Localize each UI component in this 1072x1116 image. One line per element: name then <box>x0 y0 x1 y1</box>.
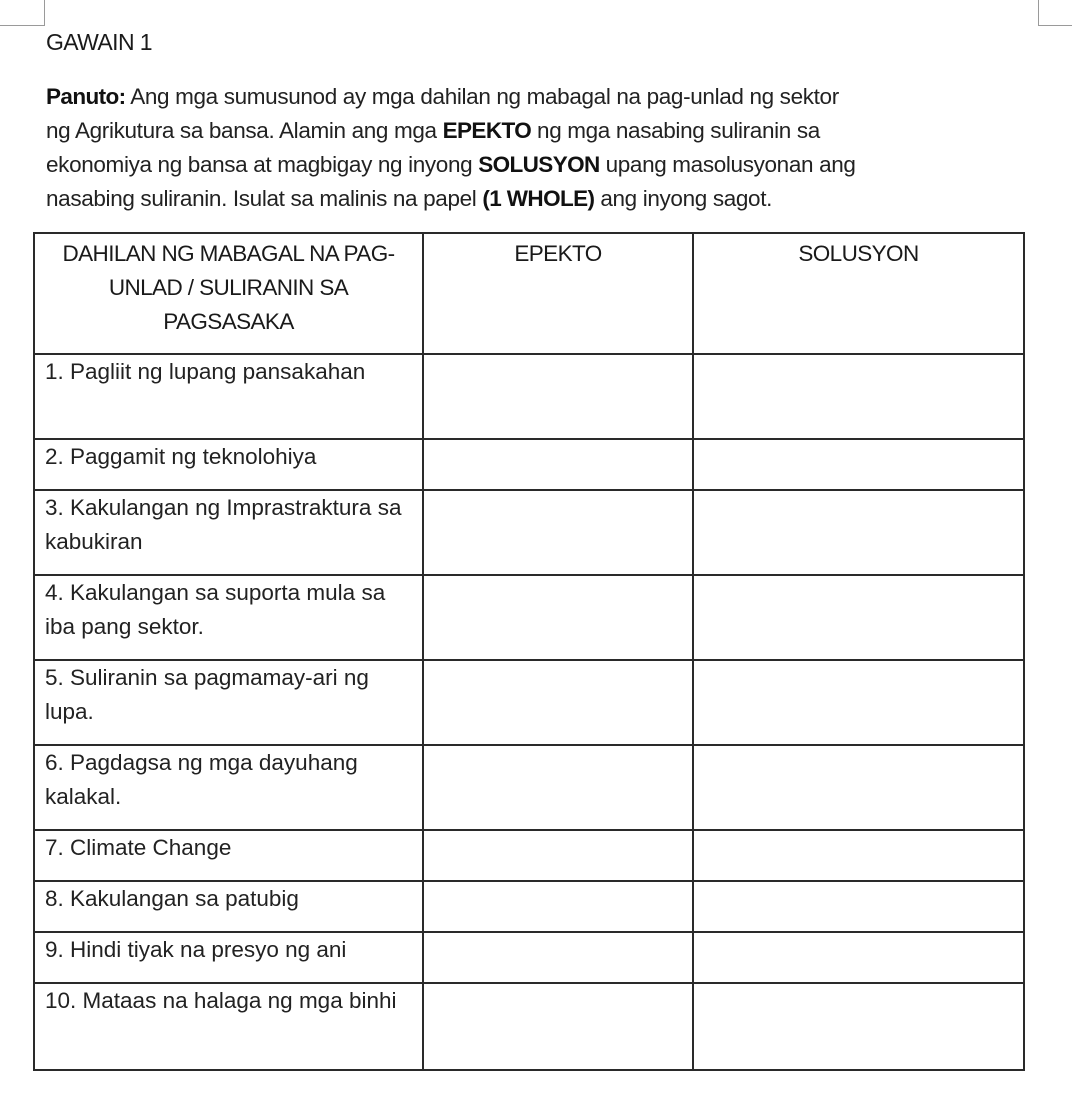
table-row <box>34 983 1024 1070</box>
epekto-cell <box>423 983 693 1070</box>
reason-cell: 9. Hindi tiyak na presyo ng ani <box>34 932 423 983</box>
instructions-text: Ang mga sumusunod ay mga dahilan ng mabagal na pag-unlad ng sektor <box>125 84 839 109</box>
epekto-cell <box>423 660 693 745</box>
solusyon-cell <box>693 354 1024 439</box>
header-solusyon: SOLUSYON <box>693 233 1024 354</box>
table-row <box>34 932 1024 983</box>
solusyon-cell <box>693 439 1024 490</box>
reason-cell: 2. Paggamit ng teknolohiya <box>34 439 423 490</box>
solusyon-cell <box>693 575 1024 660</box>
emphasis-paper-size: (1 WHOLE) <box>482 186 595 211</box>
instructions-line <box>46 148 1026 182</box>
emphasis-epekto: EPEKTO <box>442 118 532 143</box>
instructions-text: ng Agrikutura sa bansa. Alamin ang mga <box>46 118 443 143</box>
epekto-cell <box>423 490 693 575</box>
instructions-text: ekonomiya ng bansa at magbigay ng inyong <box>46 152 479 177</box>
instructions-line <box>46 80 1026 114</box>
epekto-cell <box>423 881 693 932</box>
epekto-cell <box>423 354 693 439</box>
epekto-cell <box>423 830 693 881</box>
epekto-cell <box>423 932 693 983</box>
reason-cell: 8. Kakulangan sa patubig <box>34 881 423 932</box>
crop-mark-top-left <box>0 0 45 26</box>
emphasis-solusyon: SOLUSYON <box>478 152 600 177</box>
solusyon-cell <box>693 830 1024 881</box>
epekto-cell <box>423 439 693 490</box>
solusyon-cell <box>693 745 1024 830</box>
crop-mark-top-right <box>1038 0 1072 26</box>
solusyon-cell <box>693 660 1024 745</box>
instructions-label: Panuto: <box>46 84 126 109</box>
table-row <box>34 881 1024 932</box>
reason-cell: 5. Suliranin sa pagmamay-ari ng lupa. <box>34 660 423 745</box>
instructions-text: ng mga nasabing suliranin sa <box>531 118 820 143</box>
table-row <box>34 575 1024 660</box>
table-row <box>34 354 1024 439</box>
reason-cell: 6. Pagdagsa ng mga dayuhang kalakal. <box>34 745 423 830</box>
epekto-cell <box>423 575 693 660</box>
table-header-row <box>34 233 1024 354</box>
solusyon-cell <box>693 490 1024 575</box>
reason-cell: 10. Mataas na halaga ng mga binhi <box>34 983 423 1070</box>
instructions-line <box>46 182 1026 216</box>
header-epekto: EPEKTO <box>423 233 693 354</box>
instructions-line <box>46 114 1026 148</box>
reason-cell: 1. Pagliit ng lupang pansakahan <box>34 354 423 439</box>
reason-cell: 3. Kakulangan ng Imprastraktura sa kabukiran <box>34 490 423 575</box>
instructions-text: upang masolusyonan ang <box>599 152 856 177</box>
table-row <box>34 660 1024 745</box>
table-row <box>34 745 1024 830</box>
table-row <box>34 830 1024 881</box>
solusyon-cell <box>693 932 1024 983</box>
reason-cell: 4. Kakulangan sa suporta mula sa iba pang sektor. <box>34 575 423 660</box>
table-row <box>34 439 1024 490</box>
epekto-cell <box>423 745 693 830</box>
instructions-paragraph <box>46 80 1026 216</box>
worksheet-table <box>33 232 1025 1071</box>
solusyon-cell <box>693 983 1024 1070</box>
header-dahilan: DAHILAN NG MABAGAL NA PAG-UNLAD / SULIRANIN SA PAGSASAKA <box>34 233 423 354</box>
activity-title: GAWAIN 1 <box>46 29 152 55</box>
instructions-text: nasabing suliranin. Isulat sa malinis na papel <box>46 186 483 211</box>
instructions-text: ang inyong sagot. <box>594 186 773 211</box>
reason-cell: 7. Climate Change <box>34 830 423 881</box>
solusyon-cell <box>693 881 1024 932</box>
table-row <box>34 490 1024 575</box>
